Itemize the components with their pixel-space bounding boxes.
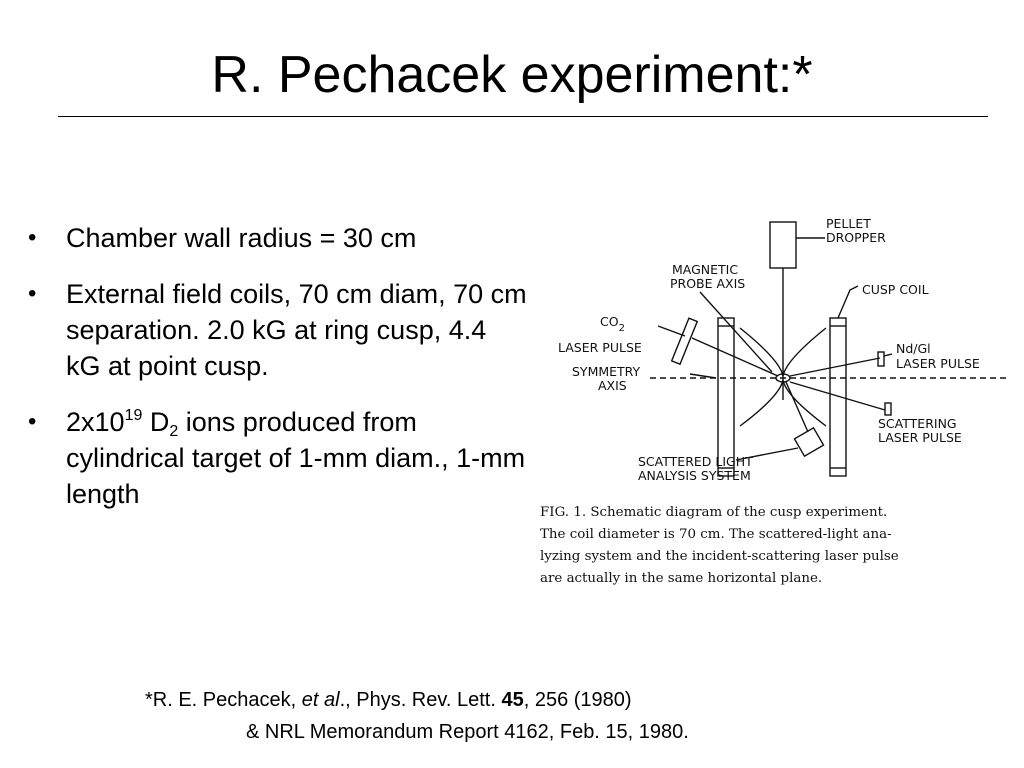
dropper-label: DROPPER — [826, 230, 886, 245]
reference-line-1: *R. E. Pechacek, et al., Phys. Rev. Lett. 45, 256 (1980) — [145, 689, 632, 711]
probe-axis-label: PROBE AXIS — [670, 276, 746, 291]
bullet-text: $2x10^{19}$ $D_2$ ions produced from cylindrical target of 1-mm diam., 1-mm length — [66, 407, 526, 509]
scattering-label: SCATTERING — [878, 416, 957, 431]
bullet-item — [28, 404, 528, 512]
right-cusp-coil — [830, 318, 846, 476]
bullet-dot-icon: • — [28, 280, 37, 307]
caption-line: lyzing system and the incident-scattering laser pulse — [540, 549, 899, 564]
co2-laser-window — [672, 318, 698, 364]
cusp-coil-leader — [838, 286, 858, 318]
analysis-system-label: ANALYSIS SYSTEM — [638, 468, 751, 483]
slide-title: R. Pechacek experiment:* — [211, 46, 813, 104]
ndgl-laser-window — [878, 352, 884, 366]
bullet-dot-icon: • — [28, 224, 37, 251]
bullet-dot-icon: • — [28, 408, 37, 435]
scattering-laser-label: LASER PULSE — [878, 430, 962, 445]
ndgl-laser-label: LASER PULSE — [896, 356, 980, 371]
symmetry-label: SYMMETRY — [572, 364, 641, 379]
title-divider — [58, 116, 988, 117]
bullet-text: Chamber wall radius = 30 cm — [66, 223, 417, 253]
scattered-light-label: SCATTERED LIGHT — [638, 454, 753, 469]
cusp-experiment-diagram — [540, 210, 1010, 500]
axis-label: AXIS — [598, 378, 627, 393]
co2-laser-label: LASER PULSE — [558, 340, 642, 355]
ndgl-label: Nd/Gl — [896, 341, 931, 356]
reference-line-2: & NRL Memorandum Report 4162, Feb. 15, 1980. — [246, 721, 689, 743]
left-cusp-coil — [718, 318, 734, 476]
pellet-dropper-box — [770, 222, 796, 268]
magnetic-label: MAGNETIC — [672, 262, 739, 277]
bullet-list — [28, 220, 528, 532]
pellet-label: PELLET — [826, 216, 871, 231]
bullet-item — [28, 276, 528, 384]
co2-label: $CO_2$ — [600, 314, 625, 334]
figure-caption — [540, 502, 1020, 590]
caption-line: are actually in the same horizontal plane. — [540, 571, 823, 586]
bullet-text: External field coils, 70 cm diam, 70 cm separation. 2.0 kG at ring cusp, 4.4 kG at point cusp. — [66, 279, 527, 381]
bullet-item — [28, 220, 528, 256]
analysis-system-box — [794, 428, 823, 456]
caption-line: FIG. 1. Schematic diagram of the cusp experiment. — [540, 505, 888, 520]
scattering-laser-window — [885, 403, 891, 415]
cusp-coil-label: CUSP COIL — [862, 282, 929, 297]
caption-line: The coil diameter is 70 cm. The scattered-light ana- — [540, 527, 892, 542]
